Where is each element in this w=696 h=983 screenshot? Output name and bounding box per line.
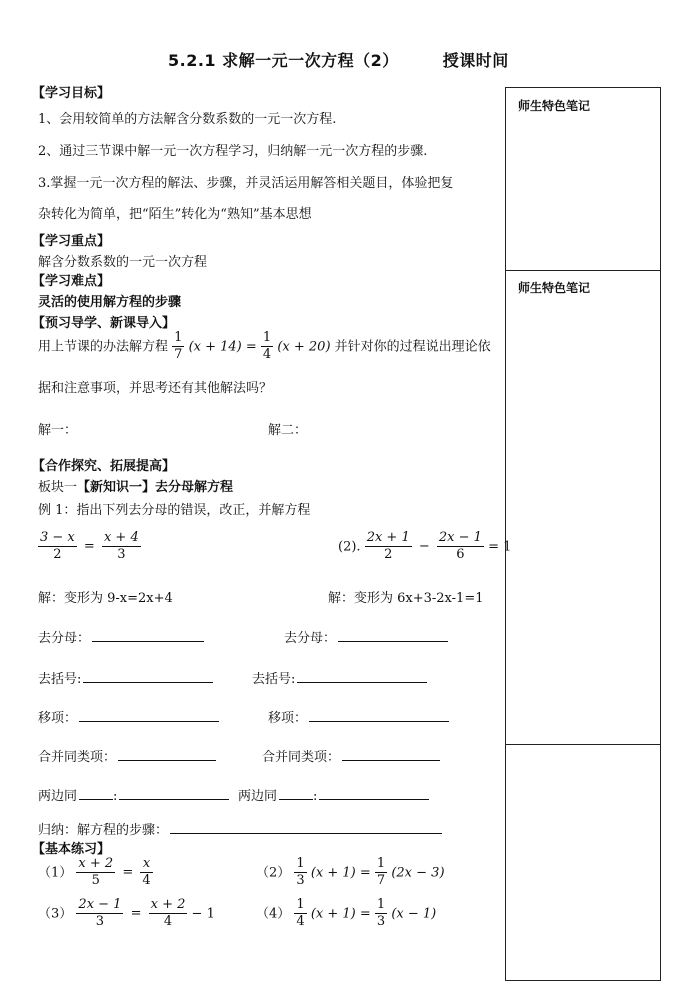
example-equation-1: $\frac{3 - x}{2}$ = $\frac{x + 4}{3}$ bbox=[40, 530, 139, 563]
answer-blank[interactable] bbox=[170, 820, 442, 834]
example-1-text: 例 1：指出下列去分母的错误，改正，并解方程 bbox=[38, 503, 311, 518]
block-one-line bbox=[38, 476, 233, 495]
step-divide-right bbox=[238, 785, 429, 804]
step-label: 去分母： bbox=[284, 631, 337, 646]
answer-blank[interactable] bbox=[342, 747, 440, 761]
answer-blank[interactable] bbox=[83, 669, 213, 683]
step-divide-left bbox=[38, 785, 229, 804]
step-combine-right bbox=[262, 746, 440, 765]
step-transpose-right bbox=[268, 707, 449, 726]
goal-item-3-line-1: 3.掌握一元一次方程的解法、步骤，并灵活运用解答相关题目，体验把复 bbox=[38, 176, 454, 191]
problem-label: （2） bbox=[256, 865, 291, 881]
fraction: $\frac{2x - 1}{3}$ bbox=[78, 897, 122, 930]
notes-cell-1[interactable] bbox=[506, 88, 660, 271]
preview-line-2: 据和注意事项，并思考还有其他解法吗？ bbox=[38, 381, 273, 396]
colon: : bbox=[113, 789, 118, 804]
expression: − 1 bbox=[191, 906, 215, 922]
goal-item-2: 2、通过三节课中解一元一次方程学习，归纳解一元一次方程的步骤. bbox=[38, 144, 428, 159]
notes-cell-2[interactable] bbox=[506, 270, 660, 745]
key-points-heading: 【学习重点】 bbox=[32, 234, 111, 249]
notes-label: 师生特色笔记 bbox=[518, 281, 591, 295]
fraction: $\frac{x + 4}{3}$ bbox=[103, 530, 139, 563]
notes-cell-3[interactable] bbox=[506, 744, 660, 982]
step-label: 移项： bbox=[38, 711, 78, 726]
fraction: $\frac{x}{4}$ bbox=[142, 856, 151, 889]
equation-2-rhs: = 1 bbox=[488, 539, 512, 555]
answer-blank[interactable] bbox=[297, 669, 427, 683]
fraction: $\frac{1}{7}$ bbox=[376, 856, 386, 889]
solution-2-transform: 解：变形为 6x+3-2x-1=1 bbox=[328, 591, 484, 606]
problem-label: （1） bbox=[38, 865, 73, 881]
step-label: 去分母： bbox=[38, 631, 91, 646]
fraction: $\frac{2x - 1}{6}$ bbox=[438, 530, 482, 563]
practice-problem-2 bbox=[256, 856, 445, 890]
notes-column bbox=[505, 87, 661, 981]
block-one-prefix: 板块一 bbox=[38, 480, 78, 495]
goal-item-1: 1、会用较简单的方法解含分数系数的一元一次方程. bbox=[38, 112, 337, 127]
expression: (2x − 3) bbox=[391, 865, 445, 881]
preview-line-1 bbox=[38, 330, 491, 364]
answer-blank[interactable] bbox=[79, 786, 113, 800]
preview-line-1-pre: 用上节课的办法解方程 bbox=[38, 339, 169, 355]
fraction: $\frac{3 - x}{2}$ bbox=[40, 530, 75, 563]
practice-problem-1: （1） $\frac{x + 2}{5}$ = $\frac{x}{4}$ bbox=[38, 856, 151, 889]
expression-a: (x + 14) = bbox=[188, 339, 257, 355]
preview-line-1-post: 并针对你的过程说出理论依 bbox=[334, 339, 491, 355]
goals-heading: 【学习目标】 bbox=[32, 86, 111, 101]
answer-blank[interactable] bbox=[279, 786, 313, 800]
step-label: 去括号: bbox=[252, 672, 296, 687]
fraction-one-fourth: $\frac{1}{4}$ bbox=[262, 330, 272, 363]
step-remove-denominator-right bbox=[284, 627, 448, 646]
answer-blank[interactable] bbox=[338, 628, 448, 642]
difficulties-text: 灵活的使用解方程的步骤 bbox=[38, 295, 182, 310]
solution-one-label: 解一： bbox=[38, 423, 78, 438]
answer-blank[interactable] bbox=[309, 708, 449, 722]
page-title bbox=[168, 48, 509, 71]
problem-label: （4） bbox=[256, 906, 291, 922]
practice-problem-4 bbox=[256, 897, 436, 931]
teaching-time-label: 授课时间 bbox=[442, 51, 509, 70]
fraction-one-seventh: $\frac{1}{7}$ bbox=[174, 330, 183, 363]
problem-label: （3） bbox=[38, 906, 73, 922]
answer-blank[interactable] bbox=[319, 786, 429, 800]
step-label: 合并同类项： bbox=[38, 750, 117, 765]
step-remove-brackets-right bbox=[252, 668, 427, 687]
block-one-title: 【新知识一】去分母解方程 bbox=[77, 480, 234, 495]
expression: (x + 1) = bbox=[310, 906, 371, 922]
practice-heading: 【基本练习】 bbox=[32, 842, 111, 857]
summary-steps bbox=[38, 819, 442, 838]
preview-heading: 【预习导学、新课导入】 bbox=[32, 316, 176, 331]
explore-heading: 【合作探究、拓展提高】 bbox=[32, 459, 176, 474]
practice-problem-3: （3） $\frac{2x - 1}{3}$ = $\frac{x + 2}{4}$ − 1 bbox=[38, 897, 215, 930]
equation-2-label: (2). bbox=[338, 539, 361, 555]
step-label: 两边同 bbox=[238, 789, 278, 804]
fraction: $\frac{x + 2}{5}$ bbox=[78, 856, 114, 889]
fraction: $\frac{x + 2}{4}$ bbox=[150, 897, 186, 930]
fraction: $\frac{2x + 1}{2}$ bbox=[366, 530, 410, 563]
step-label: 去括号: bbox=[38, 672, 82, 687]
step-combine-left bbox=[38, 746, 216, 765]
fraction: $\frac{1}{4}$ bbox=[296, 897, 305, 930]
goal-item-3-line-2: 杂转化为简单，把“陌生”转化为“熟知”基本思想 bbox=[38, 207, 312, 222]
solution-two-label: 解二： bbox=[268, 423, 308, 438]
answer-blank[interactable] bbox=[79, 708, 219, 722]
step-label: 移项： bbox=[268, 711, 308, 726]
key-points-text: 解含分数系数的一元一次方程 bbox=[38, 255, 208, 270]
summary-label: 归纳：解方程的步骤： bbox=[38, 823, 169, 838]
colon: : bbox=[313, 789, 318, 804]
notes-label: 师生特色笔记 bbox=[518, 99, 591, 113]
fraction: $\frac{1}{3}$ bbox=[296, 856, 305, 889]
step-transpose-left bbox=[38, 707, 219, 726]
expression: (x − 1) bbox=[391, 906, 437, 922]
lesson-title: 5.2.1 求解一元一次方程（2） bbox=[168, 51, 399, 70]
expression: (x + 1) = bbox=[310, 865, 371, 881]
step-label: 两边同 bbox=[38, 789, 78, 804]
step-label: 合并同类项： bbox=[262, 750, 341, 765]
solution-1-transform: 解：变形为 9-x=2x+4 bbox=[38, 591, 173, 606]
fraction: $\frac{1}{3}$ bbox=[376, 897, 386, 930]
expression-b: (x + 20) bbox=[277, 339, 331, 355]
answer-blank[interactable] bbox=[92, 628, 204, 642]
step-remove-denominator-left bbox=[38, 627, 204, 646]
answer-blank[interactable] bbox=[119, 786, 229, 800]
example-equation-2: (2). $\frac{2x + 1}{2}$ − $\frac{2x - 1}{6}$ = 1 bbox=[338, 530, 512, 563]
step-remove-brackets-left bbox=[38, 668, 213, 687]
difficulties-heading: 【学习难点】 bbox=[32, 274, 111, 289]
answer-blank[interactable] bbox=[118, 747, 216, 761]
